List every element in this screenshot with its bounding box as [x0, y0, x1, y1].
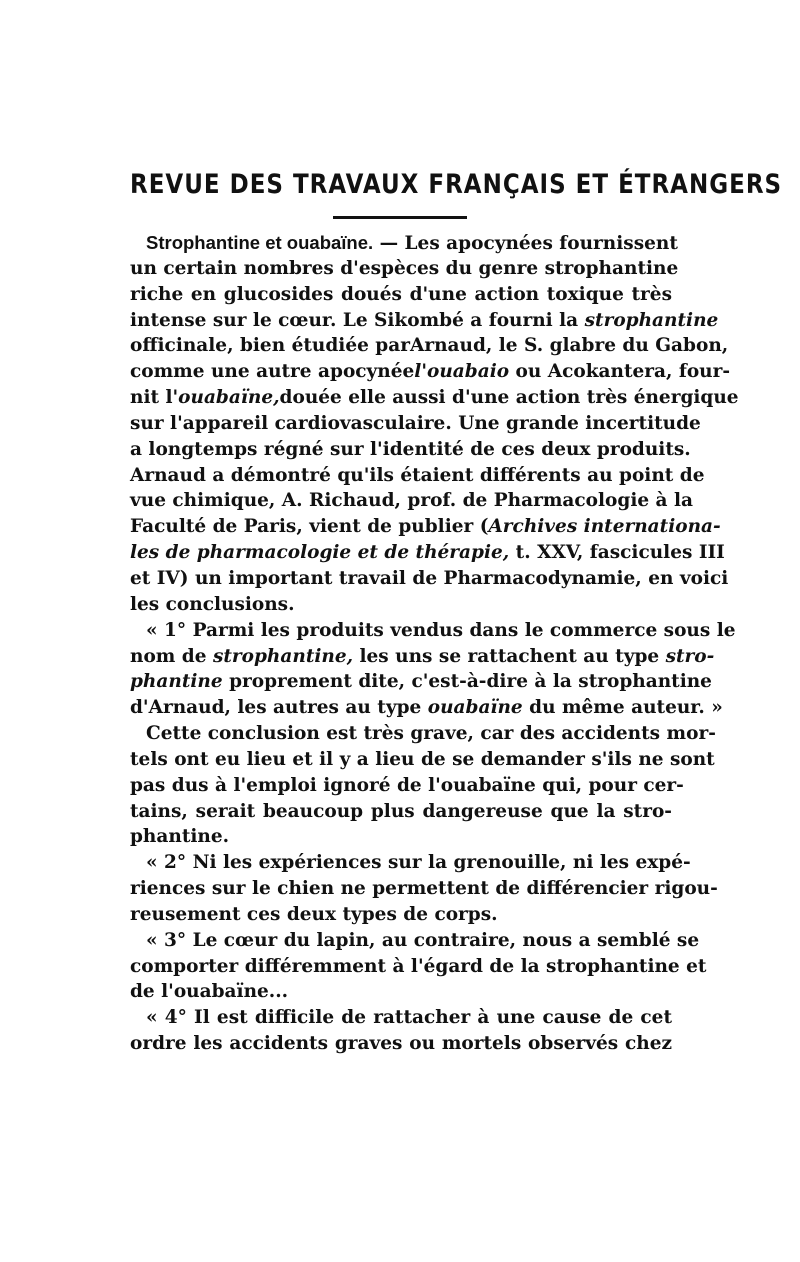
text-line: riences sur le chien ne permettent de différencier rigou-: [130, 878, 718, 900]
text-line: « 4° Il est difficile de rattacher à une cause de cet: [146, 1007, 672, 1029]
text-line: de l'ouabaïne...: [130, 981, 289, 1003]
text-fragment: Faculté de Paris, vient de publier (: [130, 516, 489, 538]
article-lead-title: Strophantine et ouabaïne.: [146, 232, 374, 253]
text-fragment: du même auteur. »: [522, 697, 723, 719]
text-line: comporter différemment à l'égard de la strophantine et: [130, 955, 707, 977]
text-line: [130, 695, 723, 721]
italic-term: phantine: [130, 671, 223, 693]
italic-citation: les de pharmacologie et de thérapie,: [130, 542, 510, 564]
text-line: ordre les accidents graves ou mortels observés chez: [130, 1033, 672, 1055]
text-fragment: les uns se rattachent au type: [353, 645, 666, 667]
italic-term: ouabaïne: [427, 697, 523, 719]
text-line: [130, 644, 715, 670]
text-line: reusement ces deux types de corps.: [130, 903, 498, 925]
text-line: pas dus à l'emploi ignoré de l'ouabaïne qui, pour cer-: [130, 774, 684, 796]
text-fragment: d'Arnaud, les autres au type: [130, 697, 428, 719]
text-fragment: ou Acokantera, four-: [509, 361, 731, 383]
text-line: et IV) un important travail de Pharmacodynamie, en voici: [130, 567, 729, 589]
italic-term: strophantine: [584, 309, 719, 331]
text-fragment: nit l': [130, 387, 179, 409]
text-line: phantine.: [130, 826, 230, 848]
text-fragment: proprement dite, c'est-à-dire à la strophantine: [222, 671, 712, 693]
header-rule: [333, 216, 467, 219]
text-line: [130, 514, 721, 540]
text-line: Cette conclusion est très grave, car des accidents mor-: [146, 723, 716, 745]
text-line: riche en glucosides doués d'une action toxique très: [130, 283, 672, 305]
text-line: « 2° Ni les expériences sur la grenouille, ni les expé-: [146, 852, 691, 874]
text-line: a longtemps régné sur l'identité de ces deux produits.: [130, 438, 691, 460]
text-fragment: t. XXV, fascicules III: [509, 542, 725, 564]
text-line: [130, 540, 725, 566]
text-fragment: nom de: [130, 645, 213, 667]
italic-term: stro-: [665, 645, 715, 667]
text-line: sur l'appareil cardiovasculaire. Une grande incertitude: [130, 412, 701, 434]
text-line: tains, serait beaucoup plus dangereuse que la stro-: [130, 800, 672, 822]
text-line: [130, 308, 719, 334]
italic-term: ouabaïne,: [178, 387, 280, 409]
text-line: [130, 359, 731, 385]
text-fragment: comme une autre apocynée: [130, 361, 415, 383]
text-line: tels ont eu lieu et il y a lieu de se demander s'ils ne sont: [130, 748, 715, 770]
running-header: REVUE DES TRAVAUX FRANÇAIS ET ÉTRANGERS: [130, 170, 783, 200]
text-fragment: douée elle aussi d'une action très énergique: [279, 387, 739, 409]
text-line: [130, 669, 712, 695]
text-line: Arnaud a démontré qu'ils étaient différents au point de: [130, 464, 705, 486]
text-line: « 1° Parmi les produits vendus dans le commerce sous le: [146, 619, 736, 641]
italic-citation: Archives internationa-: [488, 516, 721, 538]
text-line: [130, 385, 739, 411]
text-line: « 3° Le cœur du lapin, au contraire, nous a semblé se: [146, 929, 700, 951]
text-line: vue chimique, A. Richaud, prof. de Pharmacologie à la: [130, 490, 693, 512]
italic-term: strophantine,: [212, 645, 354, 667]
italic-term: l'ouabaio: [414, 361, 510, 383]
text-fragment: — Les apocynées fournissent: [373, 233, 678, 254]
text-line: les conclusions.: [130, 593, 295, 615]
text-line: [130, 230, 678, 256]
text-fragment: intense sur le cœur. Le Sikombé a fourni la: [130, 309, 579, 331]
article-body: [130, 230, 739, 1057]
text-line: un certain nombres d'espèces du genre strophantine: [130, 257, 679, 279]
text-line: officinale, bien étudiée parArnaud, le S. glabre du Gabon,: [130, 335, 729, 357]
